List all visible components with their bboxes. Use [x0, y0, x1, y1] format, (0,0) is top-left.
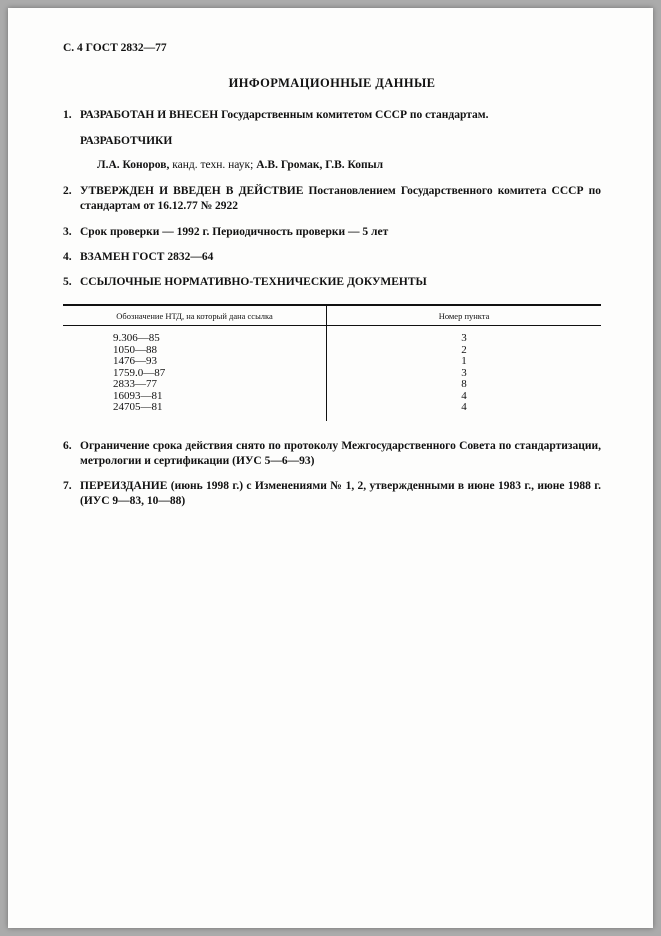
item-6 [63, 439, 601, 469]
column-header-ntd-designation: Обозначение НТД, на который дана ссылка [63, 305, 327, 326]
developers-line [63, 159, 601, 171]
references-table-body [63, 326, 601, 421]
ntd-designation-cell: 1050—88 [63, 345, 327, 357]
item-7-number: 7. [63, 480, 72, 493]
point-number-cell: 4 [461, 401, 467, 414]
table-header-row [63, 305, 601, 326]
item-6-text: Ограничение срока действия снято по протоколу Межгосударственного Совета по стандартизации, метрологии и сертификации (ИУС 5—6—93) [80, 439, 601, 468]
ntd-designation-cell: 2833—77 [63, 379, 327, 391]
table-row [63, 356, 601, 368]
point-number-cell: 3 [461, 332, 467, 345]
item-5 [63, 275, 601, 290]
point-number-cell: 8 [461, 378, 467, 391]
point-number-cell: 4 [461, 389, 467, 402]
document-page [8, 8, 653, 928]
point-number-cell: 1 [461, 355, 467, 368]
item-2-text: УТВЕРЖДЕН И ВВЕДЕН В ДЕЙСТВИЕ Постановлением Государственного комитета СССР по стандартам от 16.12.77 № 2922 [80, 185, 601, 213]
item-3 [63, 225, 601, 240]
item-5-text: ССЫЛОЧНЫЕ НОРМАТИВНО-ТЕХНИЧЕСКИЕ ДОКУМЕНТЫ [80, 275, 427, 288]
column-header-point-number: Номер пункта [327, 305, 601, 326]
item-3-number: 3. [63, 225, 72, 238]
item-1-text: РАЗРАБОТАН И ВНЕСЕН Государственным комитетом СССР по стандартам. [80, 109, 489, 121]
item-6-number: 6. [63, 439, 72, 452]
developers-heading: РАЗРАБОТЧИКИ [80, 135, 173, 148]
developer-names-2: А.В. Громак, Г.В. Копыл [256, 159, 384, 172]
item-3-text: Срок проверки — 1992 г. Периодичность проверки — 5 лет [80, 225, 389, 238]
table-row [63, 326, 601, 345]
table-row [63, 402, 601, 421]
ntd-designation-cell: 9.306—85 [63, 326, 327, 345]
point-number-cell: 3 [461, 366, 467, 379]
ntd-designation-cell: 1476—93 [63, 356, 327, 368]
item-5-number: 5. [63, 275, 72, 288]
item-2 [63, 184, 601, 214]
developer-name-1: Л.А. Коноров, [97, 159, 170, 172]
page-header: С. 4 ГОСТ 2832—77 [63, 42, 167, 54]
page-title: ИНФОРМАЦИОННЫЕ ДАННЫЕ [228, 76, 436, 90]
item-7-text: ПЕРЕИЗДАНИЕ (июнь 1998 г.) с Изменениями № 1, 2, утвержденными в июне 1983 г., июне 1988 г. (ИУС 9—83, 10—88) [80, 480, 601, 508]
item-7 [63, 479, 601, 509]
developer-degree: канд. техн. наук; [169, 159, 257, 172]
item-2-number: 2. [63, 185, 72, 198]
item-4-number: 4. [63, 250, 72, 263]
ntd-designation-cell: 16093—81 [63, 391, 327, 403]
ntd-designation-cell: 1759.0—87 [63, 368, 327, 380]
point-number-cell: 2 [461, 343, 467, 356]
item-1 [63, 108, 601, 123]
ntd-designation-cell: 24705—81 [63, 402, 327, 421]
item-1-number: 1. [63, 109, 72, 121]
item-4-text: ВЗАМЕН ГОСТ 2832—64 [80, 250, 214, 263]
item-4 [63, 250, 601, 265]
references-table [63, 304, 601, 421]
